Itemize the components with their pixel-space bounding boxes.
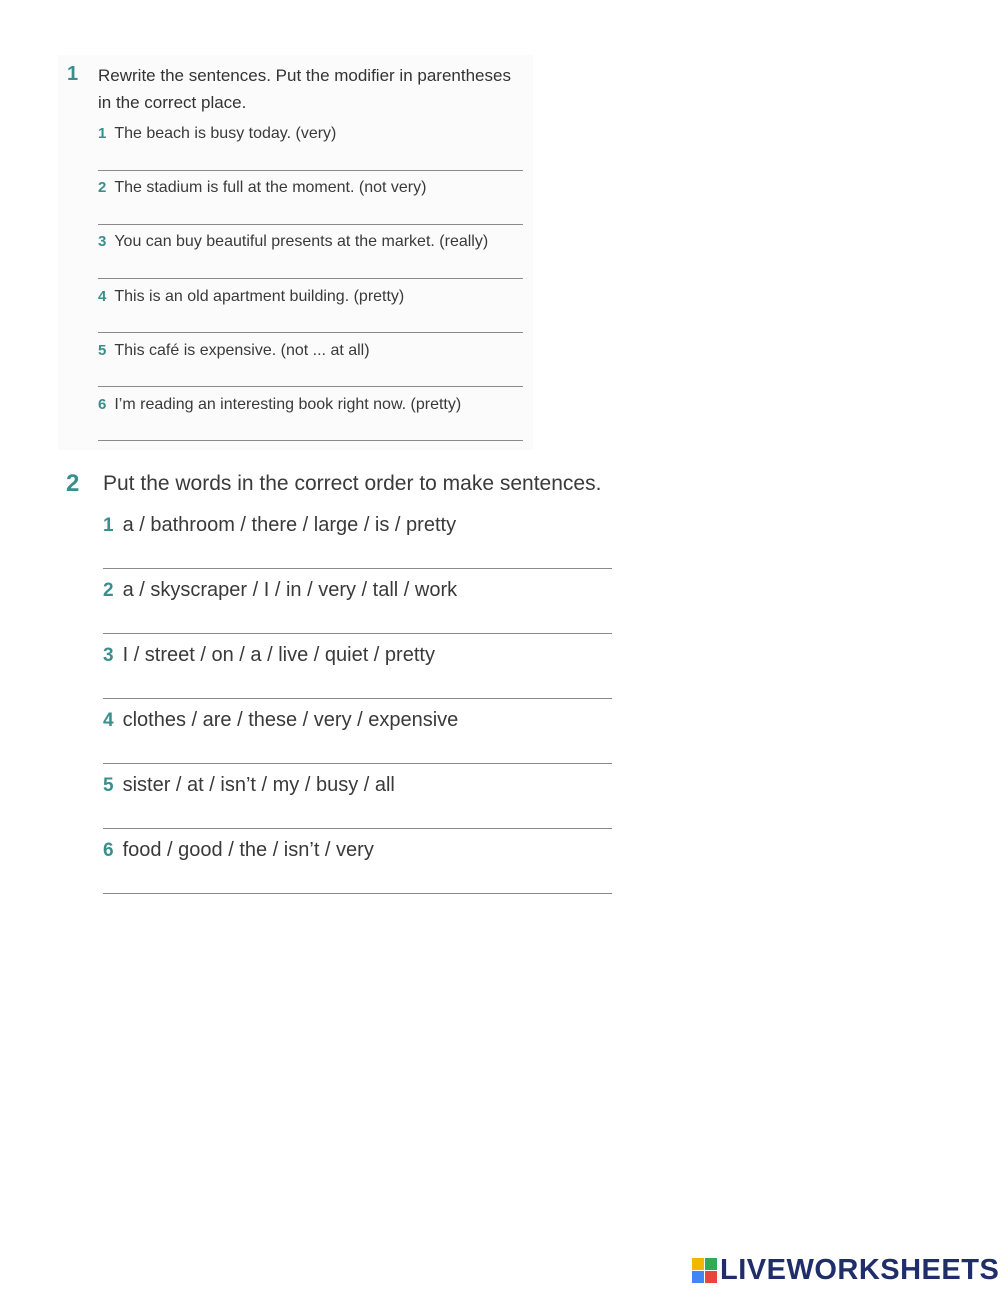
logo-mark-icon — [692, 1258, 717, 1283]
item-text: a / bathroom / there / large / is / pretty — [122, 514, 457, 536]
exercise-2-item — [103, 579, 623, 602]
item-number: 3 — [103, 645, 114, 666]
answer-line[interactable] — [103, 763, 612, 764]
item-number: 2 — [103, 580, 114, 601]
answer-line[interactable] — [98, 170, 523, 171]
exercise-1-item — [98, 288, 528, 306]
exercise-2-number: 2 — [66, 470, 80, 497]
exercise-1-item — [98, 233, 528, 251]
exercise-2-instruction: Put the words in the correct order to make sentences. — [103, 472, 602, 495]
item-text: food / good / the / isn’t / very — [122, 839, 374, 861]
exercise-1-item — [98, 342, 528, 360]
item-text: sister / at / isn’t / my / busy / all — [122, 774, 395, 796]
item-text: The stadium is full at the moment. (not very) — [114, 179, 427, 196]
exercise-2-item — [103, 709, 623, 732]
answer-line[interactable] — [103, 568, 612, 569]
logo-square — [705, 1258, 717, 1270]
exercise-1-instruction-line-2: in the correct place. — [98, 93, 247, 112]
logo-square — [705, 1271, 717, 1283]
item-text: clothes / are / these / very / expensive — [122, 709, 459, 731]
item-number: 2 — [98, 179, 107, 196]
answer-line[interactable] — [98, 386, 523, 387]
logo-square — [692, 1271, 704, 1283]
item-number: 1 — [98, 125, 107, 142]
item-text: a / skyscraper / I / in / very / tall / work — [122, 579, 458, 601]
item-number: 5 — [103, 775, 114, 796]
logo-square — [692, 1258, 704, 1270]
exercise-1-number: 1 — [67, 63, 79, 85]
item-number: 6 — [103, 840, 114, 861]
item-number: 5 — [98, 342, 107, 359]
answer-line[interactable] — [103, 828, 612, 829]
answer-line[interactable] — [103, 633, 612, 634]
answer-line[interactable] — [98, 224, 523, 225]
answer-line[interactable] — [98, 278, 523, 279]
item-number: 4 — [98, 288, 107, 305]
answer-line[interactable] — [98, 440, 523, 441]
item-number: 6 — [98, 396, 107, 413]
item-number: 3 — [98, 233, 107, 250]
item-number: 4 — [103, 710, 114, 731]
exercise-2-item — [103, 644, 623, 667]
item-text: The beach is busy today. (very) — [114, 125, 337, 142]
item-text: This is an old apartment building. (pretty) — [114, 288, 405, 305]
item-text: This café is expensive. (not ... at all) — [114, 342, 370, 359]
exercise-2-item — [103, 514, 623, 537]
item-text: I / street / on / a / live / quiet / pretty — [122, 644, 435, 666]
exercise-2-item — [103, 839, 623, 862]
answer-line[interactable] — [103, 893, 612, 894]
exercise-1-instruction — [98, 62, 538, 116]
exercise-2-item — [103, 774, 623, 797]
logo-text: LIVEWORKSHEETS — [720, 1253, 1000, 1286]
item-text: I’m reading an interesting book right now. (pretty) — [114, 396, 462, 413]
exercise-1-item — [98, 396, 528, 414]
liveworksheets-logo — [692, 1252, 999, 1288]
item-text: You can buy beautiful presents at the market. (really) — [114, 233, 489, 250]
item-number: 1 — [103, 515, 114, 536]
exercise-1-instruction-line-1: Rewrite the sentences. Put the modifier in parentheses — [98, 66, 511, 85]
answer-line[interactable] — [103, 698, 612, 699]
answer-line[interactable] — [98, 332, 523, 333]
exercise-1-item — [98, 179, 528, 197]
exercise-1-item — [98, 125, 528, 143]
